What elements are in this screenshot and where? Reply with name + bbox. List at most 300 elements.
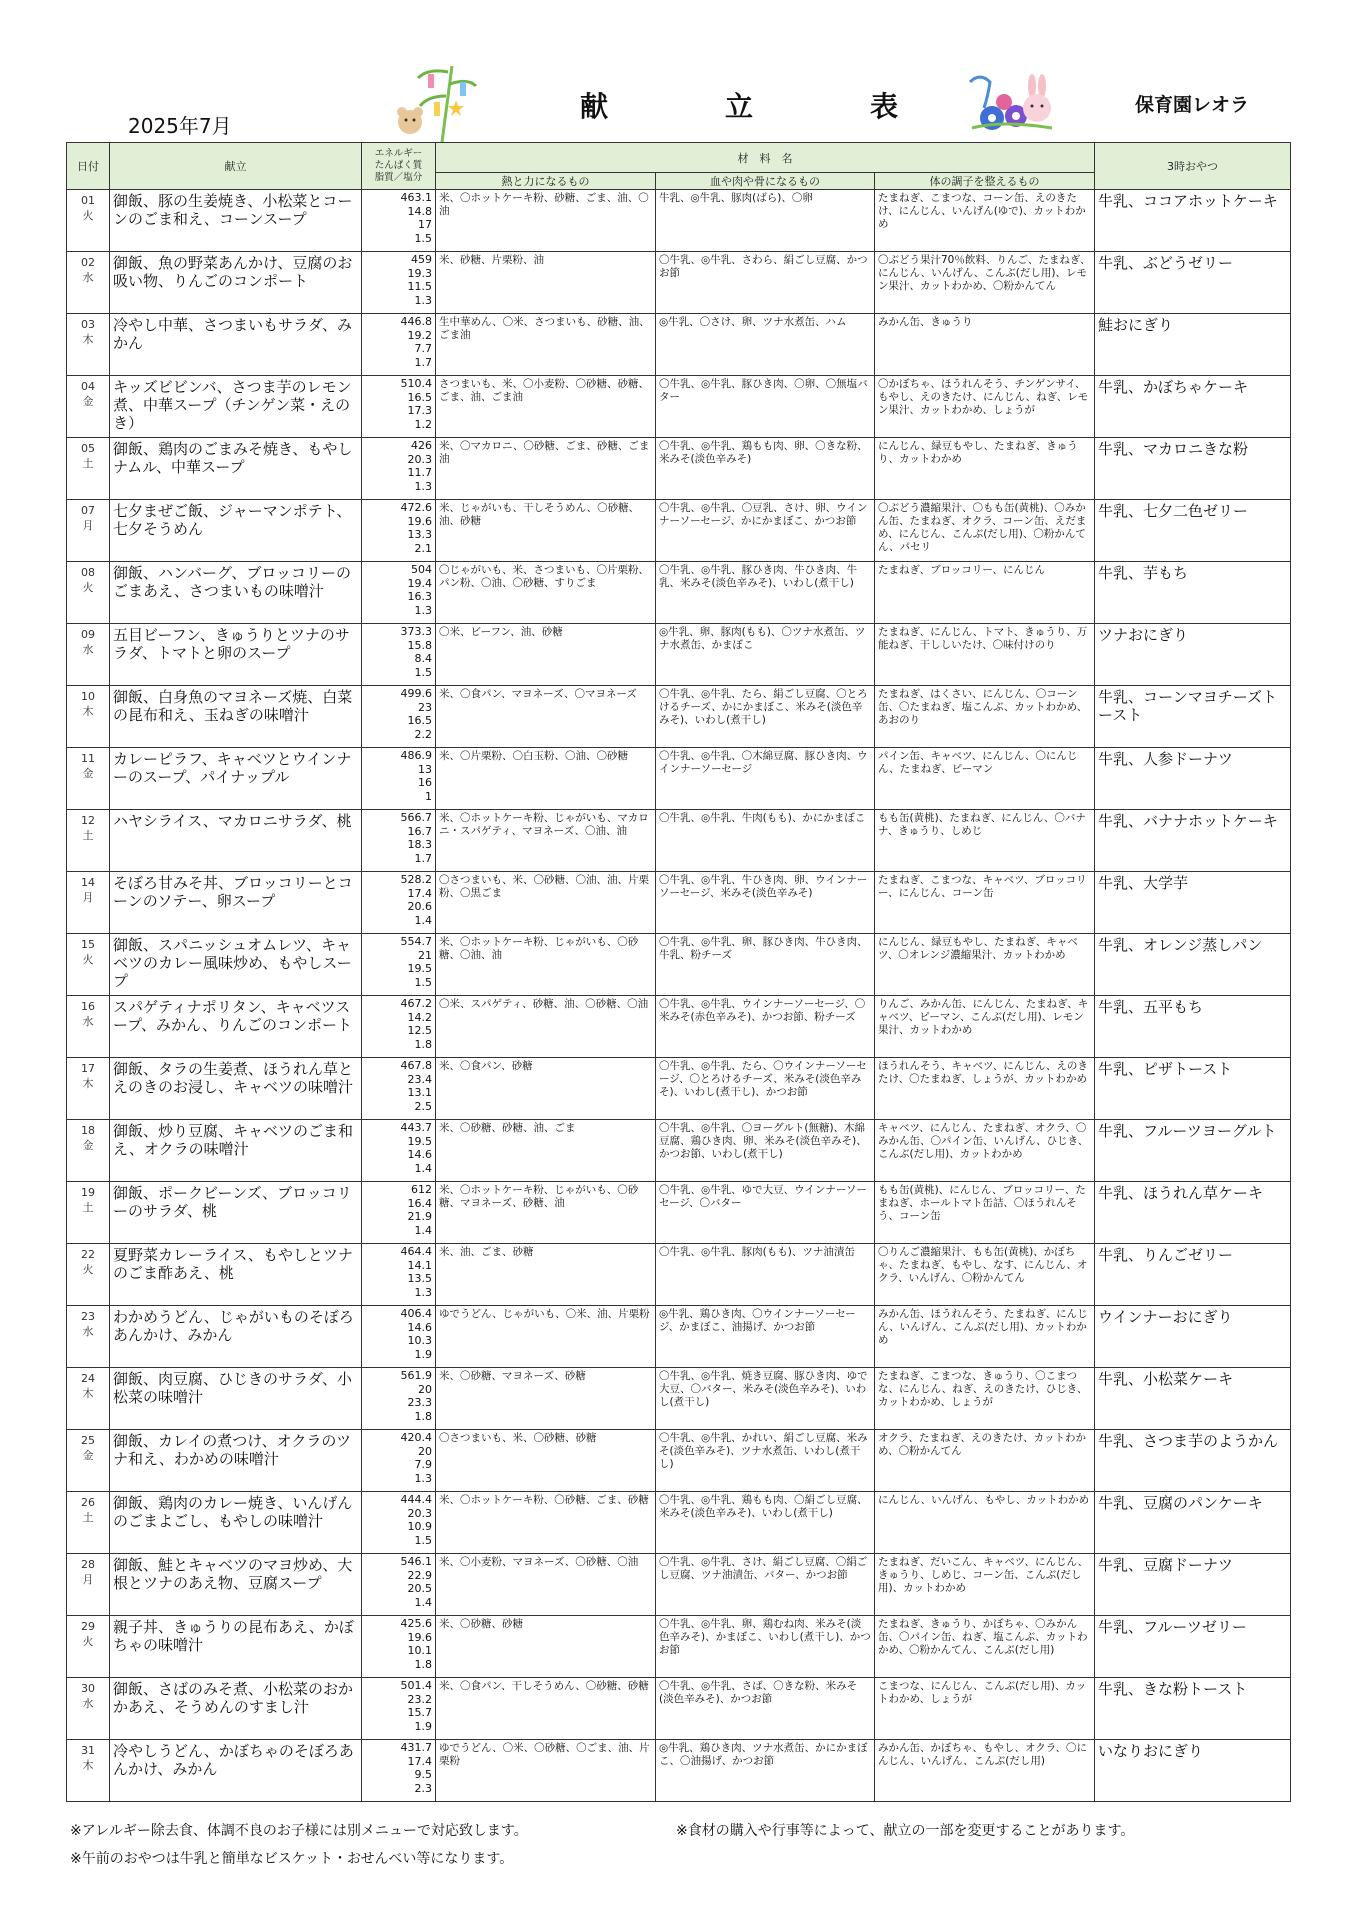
- menu-cell: 御飯、肉豆腐、ひじきのサラダ、小松菜の味噌汁: [110, 1368, 362, 1430]
- salt-value: 2.1: [414, 541, 432, 555]
- salt-value: 1.9: [414, 1719, 432, 1733]
- fat-value: 16.5: [407, 714, 432, 727]
- day-cell: [67, 996, 110, 1058]
- day-number: 19: [81, 1186, 95, 1199]
- salt-value: 1.3: [414, 1285, 432, 1299]
- condition-foods-cell: みかん缶、きゅうり: [875, 314, 1095, 376]
- day-number: 28: [81, 1558, 95, 1571]
- menu-cell: カレーピラフ、キャベツとウインナーのスープ、パイナップル: [110, 748, 362, 810]
- energy-value: 561.9: [400, 1369, 432, 1382]
- snack-cell: 牛乳、ほうれん草ケーキ: [1095, 1182, 1291, 1244]
- day-number: 25: [81, 1434, 95, 1447]
- condition-foods-cell: たまねぎ、はくさい、にんじん、〇コーン缶、〇たまねぎ、塩こんぶ、カットわかめ、あおのり: [875, 686, 1095, 748]
- snack-cell: 牛乳、かぼちゃケーキ: [1095, 376, 1291, 438]
- menu-row: [67, 1616, 1291, 1678]
- protein-value: 14.6: [407, 1320, 432, 1334]
- nutrition-cell: [362, 376, 436, 438]
- energy-foods-cell: 米、〇ホットケーキ粉、じゃがいも、〇砂糖、〇油、油: [436, 934, 656, 996]
- title-char-1: 献: [580, 90, 611, 123]
- menu-cell: 冷やしうどん、かぼちゃのそぼろあんかけ、みかん: [110, 1740, 362, 1802]
- snack-cell: 牛乳、大学芋: [1095, 872, 1291, 934]
- menu-row: [67, 438, 1291, 500]
- menu-row: [67, 1120, 1291, 1182]
- energy-value: 486.9: [400, 749, 432, 762]
- day-number: 24: [81, 1372, 95, 1385]
- condition-foods-cell: みかん缶、ほうれんそう、たまねぎ、にんじん、いんげん、こんぶ(だし用)、カットわかめ: [875, 1306, 1095, 1368]
- snack-cell: 牛乳、五平もち: [1095, 996, 1291, 1058]
- energy-value: 444.4: [400, 1493, 432, 1506]
- snack-cell: 牛乳、人参ドーナツ: [1095, 748, 1291, 810]
- energy-foods-cell: 〇さつまいも、米、〇砂糖、砂糖: [436, 1430, 656, 1492]
- condition-foods-cell: たまねぎ、にんじん、トマト、きゅうり、万能ねぎ、干ししいたけ、〇味付けのり: [875, 624, 1095, 686]
- snack-cell: 牛乳、マカロニきな粉: [1095, 438, 1291, 500]
- menu-cell: 御飯、ポークビーンズ、ブロッコリーのサラダ、桃: [110, 1182, 362, 1244]
- nutrition-cell: [362, 1678, 436, 1740]
- body-foods-cell: ◎牛乳、鶏ひき肉、〇ウインナーソーセージ、かまぼこ、油揚げ、かつお節: [656, 1306, 875, 1368]
- nutrition-cell: [362, 872, 436, 934]
- condition-foods-cell: 〇ぶどう濃縮果汁、〇もも缶(黄桃)、〇みかん缶、たまねぎ、オクラ、コーン缶、えだまめ、にんじん、こんぶ(だし用)、〇粉かんてん、パセリ: [875, 500, 1095, 562]
- snack-cell: ツナおにぎり: [1095, 624, 1291, 686]
- condition-foods-cell: にんじん、いんげん、もやし、カットわかめ: [875, 1492, 1095, 1554]
- body-foods-cell: 〇牛乳、◎牛乳、たら、絹ごし豆腐、〇とろけるチーズ、かにかまぼこ、米みそ(淡色辛みそ)、いわし(煮干し): [656, 686, 875, 748]
- school-name: 保育園レオラ: [1135, 94, 1250, 116]
- day-cell: [67, 872, 110, 934]
- nutrition-cell: [362, 314, 436, 376]
- nutrition-cell: [362, 1430, 436, 1492]
- protein-value: 16.5: [407, 390, 432, 404]
- menu-row: [67, 1740, 1291, 1802]
- snack-cell: 牛乳、さつま芋のようかん: [1095, 1430, 1291, 1492]
- energy-foods-cell: 米、油、ごま、砂糖: [436, 1244, 656, 1306]
- protein-value: 17.4: [407, 1754, 432, 1768]
- condition-foods-cell: たまねぎ、だいこん、キャベツ、にんじん、きゅうり、しめじ、コーン缶、こんぶ(だし用)、カットわかめ: [875, 1554, 1095, 1616]
- day-cell: [67, 1244, 110, 1306]
- header-protein: たんぱく質: [374, 160, 423, 171]
- weekday: 水: [82, 1325, 94, 1338]
- salt-value: 1.3: [414, 603, 432, 617]
- condition-foods-cell: たまねぎ、こまつな、きゅうり、〇こまつな、にんじん、ねぎ、えのきたけ、ひじき、カットわかめ、しょうが: [875, 1368, 1095, 1430]
- menu-cell: 五目ビーフン、きゅうりとツナのサラダ、トマトと卵のスープ: [110, 624, 362, 686]
- energy-foods-cell: 米、〇ホットケーキ粉、砂糖、ごま、油、〇油: [436, 190, 656, 252]
- body-foods-cell: 〇牛乳、◎牛乳、豚ひき肉、〇卵、〇無塩バター: [656, 376, 875, 438]
- energy-value: 612: [411, 1183, 432, 1196]
- snack-cell: 牛乳、ぶどうゼリー: [1095, 252, 1291, 314]
- menu-cell: 御飯、タラの生姜煮、ほうれん草とえのきのお浸し、キャベツの味噌汁: [110, 1058, 362, 1120]
- energy-value: 463.1: [400, 191, 432, 204]
- energy-value: 373.3: [400, 625, 432, 638]
- energy-value: 446.8: [400, 315, 432, 328]
- snack-cell: 牛乳、フルーツゼリー: [1095, 1616, 1291, 1678]
- condition-foods-cell: もも缶(黄桃)、にんじん、ブロッコリー、たまねぎ、ホールトマト缶詰、〇ほうれんそう、コーン缶: [875, 1182, 1095, 1244]
- nutrition-cell: [362, 810, 436, 872]
- salt-value: 1.5: [414, 975, 432, 989]
- menu-row: [67, 1430, 1291, 1492]
- body-foods-cell: 〇牛乳、◎牛乳、ウインナーソーセージ、〇米みそ(赤色辛みそ)、かつお節、粉チーズ: [656, 996, 875, 1058]
- title-char-3: 表: [869, 90, 900, 123]
- energy-value: 464.4: [400, 1245, 432, 1258]
- energy-foods-cell: ゆでうどん、じゃがいも、〇米、油、片栗粉: [436, 1306, 656, 1368]
- menu-row: [67, 1678, 1291, 1740]
- day-number: 17: [81, 1062, 95, 1075]
- body-foods-cell: 〇牛乳、◎牛乳、豚ひき肉、牛ひき肉、牛乳、米みそ(淡色辛みそ)、いわし(煮干し): [656, 562, 875, 624]
- day-cell: [67, 748, 110, 810]
- energy-foods-cell: ゆでうどん、〇米、〇砂糖、〇ごま、油、片栗粉: [436, 1740, 656, 1802]
- menu-table: [66, 142, 1291, 1802]
- weekday: 火: [82, 581, 94, 594]
- energy-foods-cell: 米、〇小麦粉、マヨネーズ、〇砂糖、〇油: [436, 1554, 656, 1616]
- snack-cell: 牛乳、豆腐のパンケーキ: [1095, 1492, 1291, 1554]
- day-number: 18: [81, 1124, 95, 1137]
- body-foods-cell: 牛乳、◎牛乳、豚肉(ばら)、〇卵: [656, 190, 875, 252]
- menu-row: [67, 1244, 1291, 1306]
- snack-cell: 牛乳、バナナホットケーキ: [1095, 810, 1291, 872]
- nutrition-cell: [362, 934, 436, 996]
- menu-cell: 御飯、スパニッシュオムレツ、キャベツのカレー風味炒め、もやしスープ: [110, 934, 362, 996]
- day-number: 02: [81, 256, 95, 269]
- day-number: 07: [81, 504, 95, 517]
- footer-note-allergy: ※アレルギー除去食、体調不良のお子様には別メニューで対応致します。: [70, 1823, 528, 1839]
- weekday: 火: [82, 953, 94, 966]
- snack-cell: 牛乳、ココアホットケーキ: [1095, 190, 1291, 252]
- nutrition-cell: [362, 1244, 436, 1306]
- menu-row: [67, 810, 1291, 872]
- body-foods-cell: 〇牛乳、◎牛乳、卵、豚ひき肉、牛ひき肉、牛乳、粉チーズ: [656, 934, 875, 996]
- weekday: 土: [82, 1511, 94, 1524]
- energy-foods-cell: 米、〇マカロニ、〇砂糖、ごま、砂糖、ごま油: [436, 438, 656, 500]
- salt-value: 1.3: [414, 1471, 432, 1485]
- energy-value: 504: [411, 563, 432, 576]
- snack-cell: ウインナーおにぎり: [1095, 1306, 1291, 1368]
- weekday: 水: [82, 643, 94, 656]
- snack-cell: 牛乳、ピザトースト: [1095, 1058, 1291, 1120]
- energy-foods-cell: 米、〇食パン、砂糖: [436, 1058, 656, 1120]
- protein-value: 16.7: [407, 824, 432, 838]
- energy-value: 431.7: [400, 1741, 432, 1754]
- day-cell: [67, 810, 110, 872]
- menu-row: [67, 562, 1291, 624]
- fat-value: 17.3: [407, 404, 432, 417]
- weekday: 金: [82, 1139, 94, 1152]
- energy-foods-cell: 米、〇砂糖、砂糖、油、ごま: [436, 1120, 656, 1182]
- fat-value: 19.5: [407, 962, 432, 975]
- protein-value: 14.1: [407, 1258, 432, 1272]
- fat-value: 23.3: [407, 1396, 432, 1409]
- body-foods-cell: ◎牛乳、〇さけ、卵、ツナ水煮缶、ハム: [656, 314, 875, 376]
- salt-value: 2.3: [414, 1781, 432, 1795]
- protein-value: 13: [418, 762, 432, 776]
- protein-value: 14.2: [407, 1010, 432, 1024]
- day-number: 08: [81, 566, 95, 579]
- day-cell: [67, 1740, 110, 1802]
- menu-row: [67, 376, 1291, 438]
- fat-value: 11.7: [407, 466, 432, 479]
- nutrition-cell: [362, 1182, 436, 1244]
- salt-value: 1.4: [414, 1595, 432, 1609]
- protein-value: 14.8: [407, 204, 432, 218]
- day-number: 01: [81, 194, 95, 207]
- body-foods-cell: 〇牛乳、◎牛乳、かれい、絹ごし豆腐、米みそ(淡色辛みそ)、ツナ水煮缶、いわし(煮干し): [656, 1430, 875, 1492]
- day-number: 23: [81, 1310, 95, 1323]
- energy-foods-cell: 米、砂糖、片栗粉、油: [436, 252, 656, 314]
- menu-cell: 夏野菜カレーライス、もやしとツナのごま酢あえ、桃: [110, 1244, 362, 1306]
- weekday: 木: [82, 705, 94, 718]
- weekday: 土: [82, 1201, 94, 1214]
- body-foods-cell: 〇牛乳、◎牛乳、ゆで大豆、ウインナーソーセージ、〇バター: [656, 1182, 875, 1244]
- salt-value: 1.7: [414, 355, 432, 369]
- weekday: 金: [82, 1449, 94, 1462]
- salt-value: 1.4: [414, 913, 432, 927]
- menu-row: [67, 252, 1291, 314]
- condition-foods-cell: 〇りんご濃縮果汁、もも缶(黄桃)、かぼちゃ、たまねぎ、もやし、なす、にんじん、オクラ、いんげん、〇粉かんてん: [875, 1244, 1095, 1306]
- body-foods-cell: 〇牛乳、◎牛乳、卵、鶏むね肉、米みそ(淡色辛みそ)、かまぼこ、いわし(煮干し)、かつお節: [656, 1616, 875, 1678]
- weekday: 月: [82, 1573, 94, 1586]
- salt-value: 1.3: [414, 479, 432, 493]
- energy-foods-cell: 米、じゃがいも、干しそうめん、〇砂糖、油、砂糖: [436, 500, 656, 562]
- day-number: 22: [81, 1248, 95, 1261]
- nutrition-cell: [362, 748, 436, 810]
- body-foods-cell: 〇牛乳、◎牛乳、〇ヨーグルト(無糖)、木綿豆腐、鶏ひき肉、卵、米みそ(淡色辛みそ)、かつお節、いわし(煮干し): [656, 1120, 875, 1182]
- footer-note-morning-snack: ※午前のおやつは牛乳と簡単なビスケット・おせんべい等になります。: [70, 1851, 514, 1867]
- condition-foods-cell: パイン缶、キャベツ、にんじん、〇にんじん、たまねぎ、ピーマン: [875, 748, 1095, 810]
- fat-value: 10.9: [407, 1520, 432, 1533]
- protein-value: 23: [418, 700, 432, 714]
- menu-cell: そぼろ甘みそ丼、ブロッコリーとコーンのソテー、卵スープ: [110, 872, 362, 934]
- menu-row: [67, 1306, 1291, 1368]
- body-foods-cell: 〇牛乳、◎牛乳、鶏もも肉、〇絹ごし豆腐、米みそ(淡色辛みそ)、いわし(煮干し): [656, 1492, 875, 1554]
- energy-foods-cell: 米、〇食パン、干しそうめん、〇砂糖、砂糖: [436, 1678, 656, 1740]
- weekday: 水: [82, 1015, 94, 1028]
- salt-value: 1.8: [414, 1037, 432, 1051]
- snack-cell: いなりおにぎり: [1095, 1740, 1291, 1802]
- snack-cell: 牛乳、フルーツヨーグルト: [1095, 1120, 1291, 1182]
- fat-value: 10.3: [407, 1334, 432, 1347]
- weekday: 火: [82, 1263, 94, 1276]
- body-foods-cell: 〇牛乳、◎牛乳、豚肉(もも)、ツナ油漬缶: [656, 1244, 875, 1306]
- nutrition-cell: [362, 624, 436, 686]
- weekday: 金: [82, 395, 94, 408]
- header-energy: エネルギー: [374, 148, 423, 159]
- snack-cell: 牛乳、豆腐ドーナツ: [1095, 1554, 1291, 1616]
- menu-row: [67, 1058, 1291, 1120]
- weekday: 金: [82, 767, 94, 780]
- condition-foods-cell: こまつな、にんじん、こんぶ(だし用)、カットわかめ、しょうが: [875, 1678, 1095, 1740]
- nutrition-cell: [362, 1306, 436, 1368]
- nutrition-cell: [362, 500, 436, 562]
- condition-foods-cell: もも缶(黄桃)、たまねぎ、にんじん、〇バナナ、きゅうり、しめじ: [875, 810, 1095, 872]
- weekday: 月: [82, 519, 94, 532]
- body-foods-cell: 〇牛乳、◎牛乳、焼き豆腐、豚ひき肉、ゆで大豆、〇バター、米みそ(淡色辛みそ)、いわし(煮干し): [656, 1368, 875, 1430]
- energy-foods-cell: 米、〇ホットケーキ粉、じゃがいも、マカロニ・スパゲティ、マヨネーズ、〇油、油: [436, 810, 656, 872]
- tanabata-bamboo-illustration: [390, 62, 480, 144]
- fat-value: 10.1: [407, 1644, 432, 1657]
- energy-foods-cell: さつまいも、米、〇小麦粉、〇砂糖、砂糖、ごま、油、ごま油: [436, 376, 656, 438]
- energy-value: 501.4: [400, 1679, 432, 1692]
- day-number: 03: [81, 318, 95, 331]
- day-cell: [67, 1492, 110, 1554]
- menu-cell: 御飯、豚の生姜焼き、小松菜とコーンのごま和え、コーンスープ: [110, 190, 362, 252]
- menu-row: [67, 624, 1291, 686]
- page-title: [580, 85, 900, 125]
- body-foods-cell: 〇牛乳、◎牛乳、たら、〇ウインナーソーセージ、〇とろけるチーズ、米みそ(淡色辛みそ)、いわし(煮干し)、かつお節: [656, 1058, 875, 1120]
- nutrition-cell: [362, 1368, 436, 1430]
- energy-value: 554.7: [400, 935, 432, 948]
- energy-foods-cell: 〇さつまいも、米、〇砂糖、〇油、油、片栗粉、〇黒ごま: [436, 872, 656, 934]
- nutrition-cell: [362, 190, 436, 252]
- body-foods-cell: 〇牛乳、◎牛乳、さわら、絹ごし豆腐、かつお節: [656, 252, 875, 314]
- energy-foods-cell: 米、〇砂糖、マヨネーズ、砂糖: [436, 1368, 656, 1430]
- day-cell: [67, 1182, 110, 1244]
- month-label: 2025年7月: [128, 114, 232, 138]
- day-number: 05: [81, 442, 95, 455]
- protein-value: 16.4: [407, 1196, 432, 1210]
- salt-value: 1.4: [414, 1223, 432, 1237]
- energy-value: 528.2: [400, 873, 432, 886]
- day-cell: [67, 1554, 110, 1616]
- energy-foods-cell: 米、〇片栗粉、〇白玉粉、〇油、〇砂糖: [436, 748, 656, 810]
- salt-value: 2.5: [414, 1099, 432, 1113]
- day-cell: [67, 1368, 110, 1430]
- condition-foods-cell: ほうれんそう、キャベツ、にんじん、えのきたけ、〇たまねぎ、しょうが、カットわかめ: [875, 1058, 1095, 1120]
- protein-value: 19.6: [407, 1630, 432, 1644]
- day-cell: [67, 1306, 110, 1368]
- menu-cell: 御飯、さばのみそ煮、小松菜のおかかあえ、そうめんのすまし汁: [110, 1678, 362, 1740]
- salt-value: 1.2: [414, 417, 432, 431]
- condition-foods-cell: オクラ、たまねぎ、えのきたけ、カットわかめ、〇粉かんてん: [875, 1430, 1095, 1492]
- menu-row: [67, 1368, 1291, 1430]
- title-char-2: 立: [724, 90, 755, 123]
- weekday: 火: [82, 209, 94, 222]
- weekday: 木: [82, 1387, 94, 1400]
- menu-row: [67, 314, 1291, 376]
- header-snack: 3時おやつ: [1095, 143, 1291, 190]
- energy-value: 459: [411, 253, 432, 266]
- energy-foods-cell: 〇米、ビーフン、油、砂糖: [436, 624, 656, 686]
- header-materials: 材 料 名: [436, 143, 1095, 173]
- condition-foods-cell: 〇かぼちゃ、ほうれんそう、チンゲンサイ、もやし、えのきたけ、にんじん、ねぎ、レモン果汁、カットわかめ、しょうが: [875, 376, 1095, 438]
- protein-value: 20.3: [407, 1506, 432, 1520]
- day-cell: [67, 252, 110, 314]
- header-energy-foods: 熱と力になるもの: [436, 173, 656, 190]
- condition-foods-cell: にんじん、緑豆もやし、たまねぎ、キャベツ、〇オレンジ濃縮果汁、カットわかめ: [875, 934, 1095, 996]
- fat-value: 16.3: [407, 590, 432, 603]
- fat-value: 9.5: [414, 1768, 432, 1781]
- condition-foods-cell: りんご、みかん缶、にんじん、たまねぎ、キャベツ、ピーマン、こんぶ(だし用)、レモン果汁、カットわかめ: [875, 996, 1095, 1058]
- menu-cell: 御飯、炒り豆腐、キャベツのごま和え、オクラの味噌汁: [110, 1120, 362, 1182]
- menu-row: [67, 1554, 1291, 1616]
- snack-cell: 牛乳、コーンマヨチーズトースト: [1095, 686, 1291, 748]
- day-number: 16: [81, 1000, 95, 1013]
- protein-value: 20: [418, 1382, 432, 1396]
- nutrition-cell: [362, 1058, 436, 1120]
- condition-foods-cell: たまねぎ、こまつな、キャベツ、ブロッコリー、にんじん、コーン缶: [875, 872, 1095, 934]
- protein-value: 19.4: [407, 576, 432, 590]
- fat-value: 13.5: [407, 1272, 432, 1285]
- day-number: 14: [81, 876, 95, 889]
- weekday: 木: [82, 1077, 94, 1090]
- footer-note-change: ※食材の購入や行事等によって、献立の一部を変更することがあります。: [676, 1823, 1135, 1839]
- menu-row: [67, 996, 1291, 1058]
- energy-value: 499.6: [400, 687, 432, 700]
- weekday: 土: [82, 829, 94, 842]
- weekday: 水: [82, 1697, 94, 1710]
- protein-value: 15.8: [407, 638, 432, 652]
- fat-value: 13.1: [407, 1086, 432, 1099]
- header-date: 日付: [67, 143, 110, 190]
- nutrition-cell: [362, 1492, 436, 1554]
- energy-value: 406.4: [400, 1307, 432, 1320]
- salt-value: 1.9: [414, 1347, 432, 1361]
- body-foods-cell: 〇牛乳、◎牛乳、さけ、絹ごし豆腐、〇絹ごし豆腐、ツナ油漬缶、バター、かつお節: [656, 1554, 875, 1616]
- header-fat-salt: 脂質／塩分: [374, 172, 423, 183]
- menu-cell: 御飯、白身魚のマヨネーズ焼、白菜の昆布和え、玉ねぎの味噌汁: [110, 686, 362, 748]
- snack-cell: 牛乳、七夕二色ゼリー: [1095, 500, 1291, 562]
- energy-value: 420.4: [400, 1431, 432, 1444]
- body-foods-cell: ◎牛乳、卵、豚肉(もも)、〇ツナ水煮缶、ツナ水煮缶、かまぼこ: [656, 624, 875, 686]
- menu-cell: キッズビビンバ、さつま芋のレモン煮、中華スープ（チンゲン菜・えのき）: [110, 376, 362, 438]
- menu-cell: 御飯、鮭とキャベツのマヨ炒め、大根とツナのあえ物、豆腐スープ: [110, 1554, 362, 1616]
- day-cell: [67, 314, 110, 376]
- nutrition-cell: [362, 1120, 436, 1182]
- day-cell: [67, 1120, 110, 1182]
- day-number: 09: [81, 628, 95, 641]
- day-cell: [67, 1678, 110, 1740]
- menu-row: [67, 934, 1291, 996]
- body-foods-cell: ◎牛乳、鶏ひき肉、ツナ水煮缶、かにかまぼこ、〇油揚げ、かつお節: [656, 1740, 875, 1802]
- snack-cell: 牛乳、きな粉トースト: [1095, 1678, 1291, 1740]
- day-number: 11: [81, 752, 95, 765]
- nutrition-cell: [362, 438, 436, 500]
- salt-value: 2.2: [414, 727, 432, 741]
- salt-value: 1: [425, 789, 432, 803]
- menu-cell: 親子丼、きゅうりの昆布あえ、かぼちゃの味噌汁: [110, 1616, 362, 1678]
- weekday: 火: [82, 1635, 94, 1648]
- protein-value: 23.2: [407, 1692, 432, 1706]
- menu-cell: ハヤシライス、マカロニサラダ、桃: [110, 810, 362, 872]
- condition-foods-cell: 〇ぶどう果汁70％飲料、りんご、たまねぎ、にんじん、いんげん、こんぶ(だし用)、レモン果汁、カットわかめ、〇粉かんてん: [875, 252, 1095, 314]
- energy-value: 467.2: [400, 997, 432, 1010]
- protein-value: 20.3: [407, 452, 432, 466]
- protein-value: 23.4: [407, 1072, 432, 1086]
- condition-foods-cell: たまねぎ、きゅうり、かぼちゃ、〇みかん缶、〇パイン缶、ねぎ、塩こんぶ、カットわかめ、〇粉かんてん、こんぶ(だし用): [875, 1616, 1095, 1678]
- salt-value: 1.5: [414, 231, 432, 245]
- protein-value: 19.3: [407, 266, 432, 280]
- body-foods-cell: 〇牛乳、◎牛乳、さば、〇きな粉、米みそ(淡色辛みそ)、かつお節: [656, 1678, 875, 1740]
- energy-value: 425.6: [400, 1617, 432, 1630]
- nutrition-cell: [362, 1740, 436, 1802]
- menu-cell: 御飯、魚の野菜あんかけ、豆腐のお吸い物、りんごのコンポート: [110, 252, 362, 314]
- energy-foods-cell: 〇米、スパゲティ、砂糖、油、〇砂糖、〇油: [436, 996, 656, 1058]
- header-menu: 献立: [110, 143, 362, 190]
- header-body-foods: 血や肉や骨になるもの: [656, 173, 875, 190]
- fat-value: 15.7: [407, 1706, 432, 1719]
- menu-cell: スパゲティナポリタン、キャベツスープ、みかん、りんごのコンポート: [110, 996, 362, 1058]
- salt-value: 1.7: [414, 851, 432, 865]
- salt-value: 1.5: [414, 1533, 432, 1547]
- day-number: 10: [81, 690, 95, 703]
- protein-value: 19.2: [407, 328, 432, 342]
- weekday: 土: [82, 457, 94, 470]
- snack-cell: 牛乳、オレンジ蒸しパン: [1095, 934, 1291, 996]
- menu-cell: 七夕まぜご飯、ジャーマンポテト、七夕そうめん: [110, 500, 362, 562]
- day-number: 31: [81, 1744, 95, 1757]
- header-condition-foods: 体の調子を整えるもの: [875, 173, 1095, 190]
- snack-cell: 牛乳、芋もち: [1095, 562, 1291, 624]
- condition-foods-cell: にんじん、緑豆もやし、たまねぎ、きゅうり、カットわかめ: [875, 438, 1095, 500]
- fat-value: 8.4: [414, 652, 432, 665]
- day-cell: [67, 562, 110, 624]
- menu-cell: 御飯、鶏肉のごまみそ焼き、もやしナムル、中華スープ: [110, 438, 362, 500]
- energy-value: 472.6: [400, 501, 432, 514]
